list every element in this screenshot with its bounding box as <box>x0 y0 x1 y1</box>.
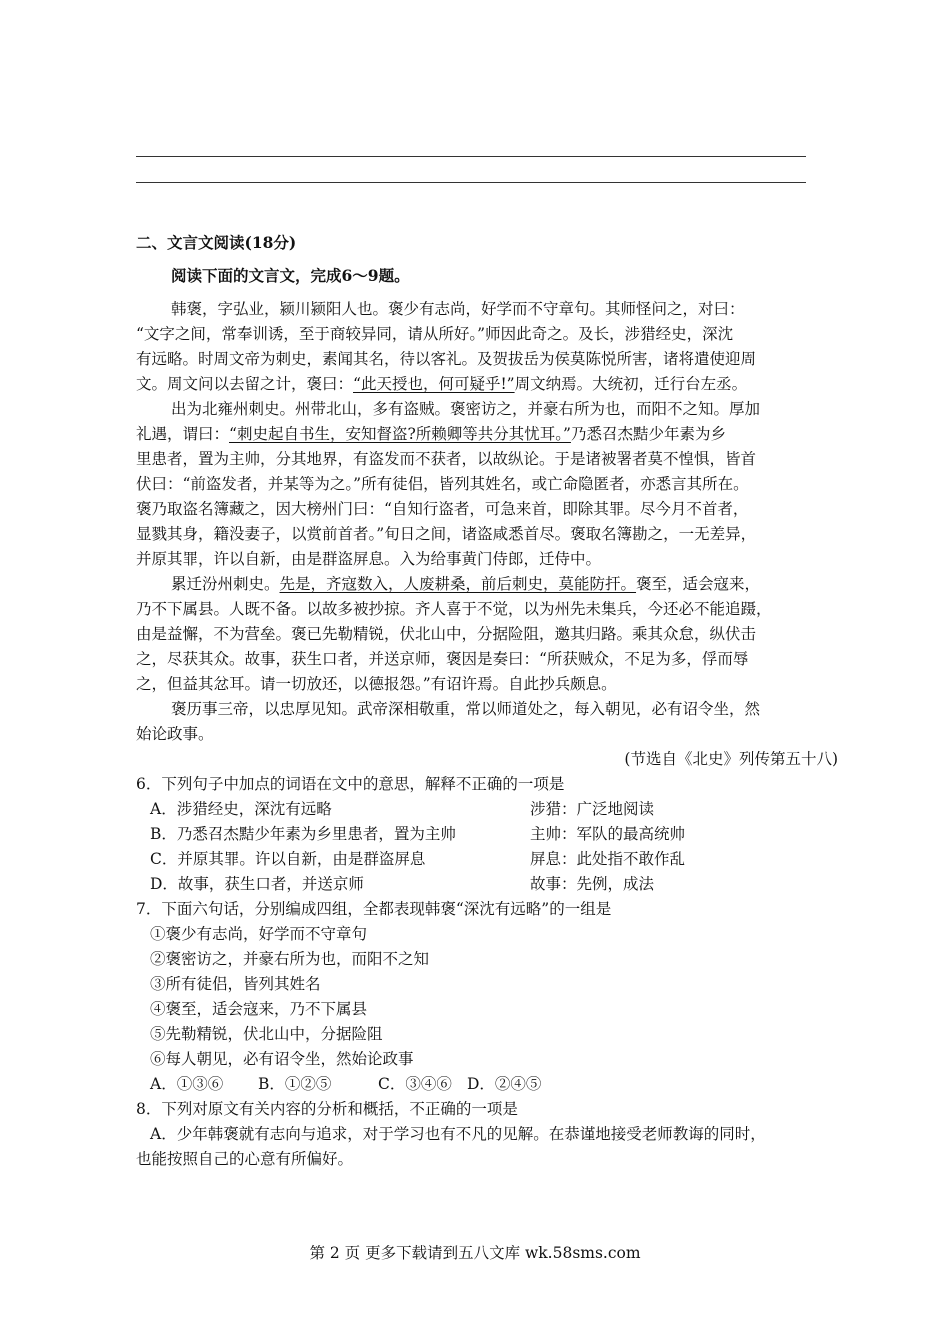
passage-line: 里患者，置为主帅，分其地界，有盗发而不获者，以故纵论。于是诸被署者莫不惶惧，皆首 <box>136 450 757 468</box>
q7-item: ②褒密访之，并豪右所为也，而阳不之知 <box>150 950 430 968</box>
passage-line: 显戮其身，籍没妻子，以赏前首者。”旬日之间，诸盗咸悉首尽。褒取名簿勘之，一无差异， <box>136 525 757 543</box>
passage-line: 乃不下属县。人既不备。以故多被抄掠。齐人喜于不觉，以为州先未集兵，今还必不能追蹑， <box>136 600 772 618</box>
answer-line-1 <box>136 156 806 157</box>
q6-option-c-gloss: 屏息：此处指不敢作乱 <box>530 850 686 868</box>
passage-line: 韩褒，字弘业，颍川颍阳人也。褒少有志尚，好学而不守章句。其师怪问之，对曰： <box>171 300 745 318</box>
question-7-stem: 7．下面六句话，分别编成四组，全都表现韩褒“深沈有远略”的一组是 <box>136 900 612 918</box>
section-title: 二、文言文阅读(18分) <box>136 233 297 252</box>
passage-line <box>136 424 726 444</box>
passage-line: 并原其罪，许以自新，由是群盗屏息。入为给事黄门侍郎，迁侍中。 <box>136 550 602 568</box>
q7-item: ④褒至，适会寇来，乃不下属县 <box>150 1000 368 1018</box>
passage-line: 由是益懈，不为营垒。褒已先勒精锐，伏北山中，分据险阻，邀其归路。乘其众怠，纵伏击 <box>136 625 757 643</box>
answer-line-2 <box>136 182 806 183</box>
q6-option-a-gloss: 涉猎：广泛地阅读 <box>530 800 655 818</box>
passage-line <box>171 574 760 594</box>
q6-option-d-gloss: 故事：先例，成法 <box>530 875 655 893</box>
passage-line: 褒乃取盗名簿藏之，因大榜州门曰：“自知行盗者，可急来首，即除其罪。尽今月不首者， <box>136 500 749 518</box>
passage-text: 累迁汾州刺史。 <box>171 575 280 593</box>
passage-line: 之，但益其忿耳。请一切放还，以德报怨。”有诏许焉。自此抄兵颇息。 <box>136 675 617 693</box>
q7-choice-a: A．①③⑥ <box>150 1075 224 1093</box>
q6-option-d: D．故事，获生口者，并送京师 <box>150 875 364 893</box>
passage-line <box>136 374 747 394</box>
passage-line: “文字之间，常奉训诱，至于商较异同，请从所好。”师因此奇之。及长，涉猎经史，深沈 <box>136 325 734 343</box>
q7-choice-c: C．③④⑥ <box>378 1075 452 1093</box>
passage-text: 周文纳焉。大统初，迁行台左丞。 <box>514 375 748 393</box>
underlined-sentence: 先是，齐寇数入，人废耕桑，前后刺史，莫能防扞。 <box>279 575 637 593</box>
q6-option-b-gloss: 主帅：军队的最高统帅 <box>530 825 686 843</box>
underlined-sentence: “此天授也，何可疑乎!” <box>353 375 515 393</box>
q6-option-c: C．并原其罪。许以自新，由是群盗屏息 <box>150 850 426 868</box>
q6-option-a: A．涉猎经史，深沈有远略 <box>150 800 332 818</box>
page-footer: 第 2 页 更多下载请到五八文库 wk.58sms.com <box>309 1244 641 1262</box>
q7-item: ⑤先勒精锐，伏北山中，分据险阻 <box>150 1025 383 1043</box>
source-citation: (节选自《北史》列传第五十八) <box>624 750 838 768</box>
q7-item: ③所有徒侣，皆列其姓名 <box>150 975 321 993</box>
question-6-stem: 6．下列句子中加点的词语在文中的意思，解释不正确的一项是 <box>136 775 565 793</box>
passage-text: 褒至，适会寇来， <box>636 575 761 593</box>
passage-line: 始论政事。 <box>136 725 214 743</box>
passage-line: 之，尽获其众。故事，获生口者，并送京师，褒因是奏曰：“所获贼众，不足为多，俘而辱 <box>136 650 749 668</box>
q6-option-b: B．乃悉召杰黠少年素为乡里患者，置为主帅 <box>150 825 456 843</box>
passage-line: 有远略。时周文帝为刺史，素闻其名，待以客礼。及贺拔岳为侯莫陈悦所害，诸将遣使迎周 <box>136 350 757 368</box>
passage-line: 出为北雍州刺史。州带北山，多有盗贼。褒密访之，并豪右所为也，而阳不之知。厚加 <box>171 400 761 418</box>
passage-text: 礼遇，谓曰： <box>136 425 230 443</box>
q7-item: ①褒少有志尚，好学而不守章句 <box>150 925 368 943</box>
passage-text: 乃悉召杰黠少年素为乡 <box>570 425 726 443</box>
passage-line: 褒历事三帝，以忠厚见知。武帝深相敬重，常以师道处之，每入朝见，必有诏令坐，然 <box>171 700 761 718</box>
q8-option-a-line2: 也能按照自己的心意有所偏好。 <box>136 1150 354 1168</box>
passage-text: 文。周文问以去留之计，褒曰： <box>136 375 354 393</box>
q8-option-a-line1: A．少年韩褒就有志向与追求，对于学习也有不凡的见解。在恭谨地接受老师教诲的同时， <box>150 1125 766 1143</box>
instruction: 阅读下面的文言文，完成6～9题。 <box>171 266 410 285</box>
question-8-stem: 8．下列对原文有关内容的分析和概括，不正确的一项是 <box>136 1100 518 1118</box>
q7-choice-d: D．②④⑤ <box>467 1075 542 1093</box>
underlined-sentence: “刺史起自书生，安知督盗?所赖卿等共分其忧耳。” <box>229 425 571 443</box>
q7-item: ⑥每人朝见，必有诏令坐，然始论政事 <box>150 1050 414 1068</box>
q7-choice-b: B．①②⑤ <box>258 1075 332 1093</box>
passage-line: 伏曰：“前盗发者，并某等为之。”所有徒侣，皆列其姓名，或亡命隐匿者，亦悉言其所在。 <box>136 475 749 493</box>
